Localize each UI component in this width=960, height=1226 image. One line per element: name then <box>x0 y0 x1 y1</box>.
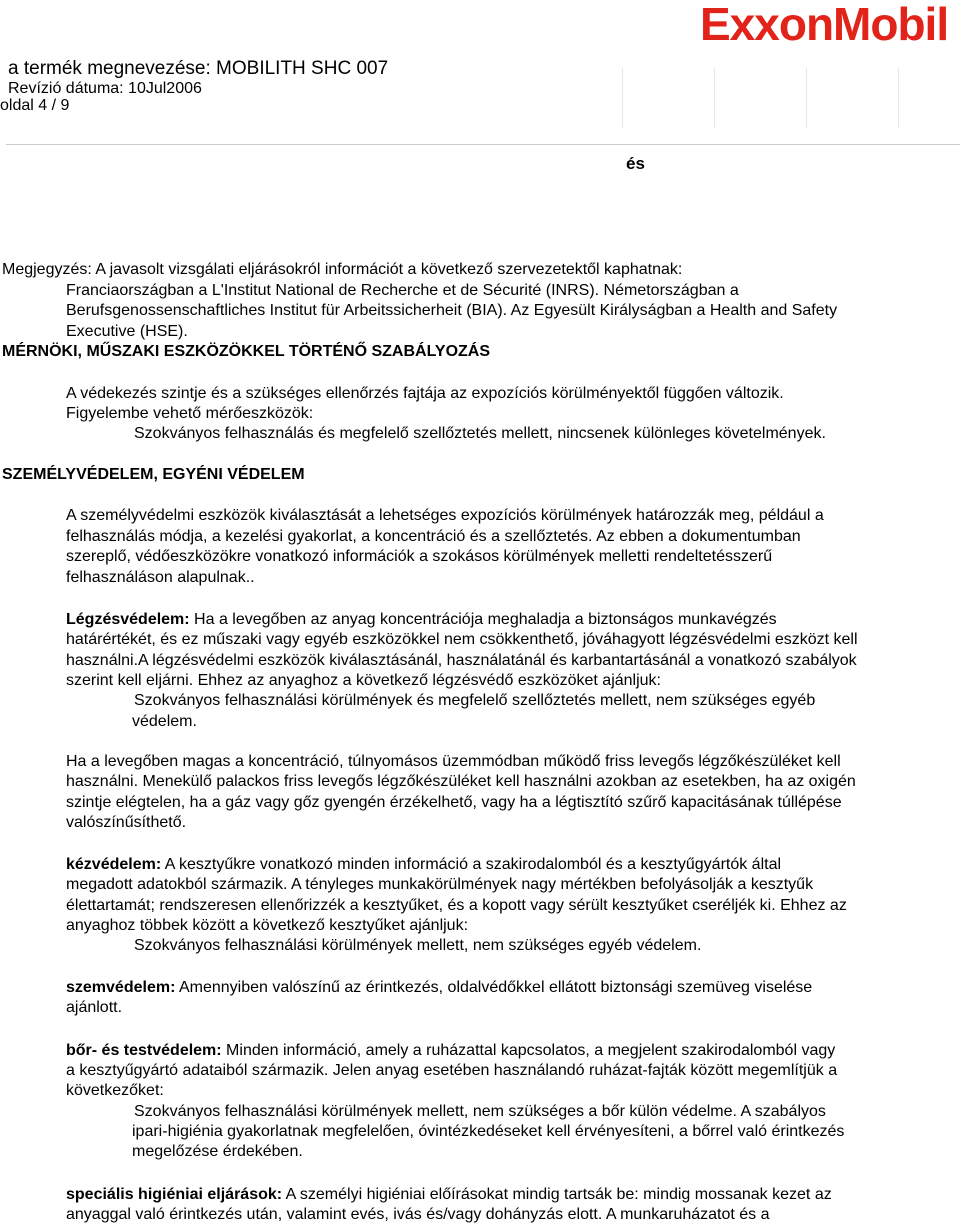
column-guide <box>806 68 807 128</box>
note-line: Berufsgenossenschaftliches Institut für Arbeitssicherheit (BIA). Az Egyesült Királyságban a Health and Safety <box>66 302 838 319</box>
hygiene-line: anyaggal való érintkezés után, valamint evés, ivás és/vagy dohányzás elott. A munkaruházatot és a <box>66 1206 770 1223</box>
note-line: Franciaországban a L'Institut National de Recherche et de Sécurité (INRS). Németországban a <box>66 282 739 299</box>
column-guide <box>714 68 715 128</box>
exxonmobil-logo: ExxonMobil <box>700 0 949 50</box>
respiratory-line: valószínűsíthető. <box>66 814 187 831</box>
respiratory-line: szintje elégtelen, ha a gáz vagy gőz gyengén érzékelhető, vagy ha a légtisztító szűrő kapacitásának túllépése <box>66 794 842 811</box>
respiratory-line: védelem. <box>132 713 197 730</box>
column-guide <box>898 68 899 128</box>
skin-line: Szokványos felhasználási körülmények mellett, nem szükséges a bőr külön védelme. A szabályos <box>134 1103 826 1120</box>
hand-line: Szokványos felhasználási körülmények mellett, nem szükséges egyéb védelem. <box>134 937 702 954</box>
respiratory-first-line: Légzésvédelem: Ha a levegőben az anyag koncentrációja meghaladja a biztonságos munkavégzés <box>66 611 777 628</box>
skin-line: megelőzése érdekében. <box>132 1143 303 1160</box>
engineering-line: Figyelembe vehető mérőeszközök: <box>66 405 314 422</box>
ppe-line: szereplő, védőeszközökre vonatkozó információk a szokásos körülmények melletti rendeltetésszerű <box>66 548 773 565</box>
page-number-line: oldal 4 / 9 <box>0 97 70 114</box>
note-line: Executive (HSE). <box>66 323 188 340</box>
respiratory-line: használni.A légzésvédelmi eszközök kiválasztásánál, használatánál és karbantartásánál a vonatkozó szabályok <box>66 652 857 669</box>
engineering-line: A védekezés szintje és a szükséges ellenőrzés fajtája az expozíciós körülményektől függően változik. <box>66 385 784 402</box>
top-table-word: és <box>626 154 645 173</box>
ppe-line: felhasználás módja, a kezelési gyakorlat, a koncentráció és a szellőztetés. Az ebben a dokumentumban <box>66 528 801 545</box>
respiratory-line: Szokványos felhasználási körülmények és megfelelő szellőztetés mellett, nem szükséges egyéb <box>134 692 816 709</box>
eye-label: szemvédelem: <box>66 979 176 996</box>
column-guide <box>622 68 623 128</box>
hygiene-label: speciális higiéniai eljárások: <box>66 1186 283 1203</box>
skin-first-line: bőr- és testvédelem: Minden információ, amely a ruházattal kapcsolatos, a megjelent szakirodalomból vagy <box>66 1042 836 1059</box>
product-name-line: a termék megnevezése: MOBILITH SHC 007 <box>8 58 389 79</box>
eye-first-line: szemvédelem: Amennyiben valószínű az érintkezés, oldalvédőkkel ellátott biztonsági szemüveg viselése <box>66 979 813 996</box>
engineering-controls-heading: MÉRNÖKI, MŰSZAKI ESZKÖZÖKKEL TÖRTÉNŐ SZABÁLYOZÁS <box>2 343 491 360</box>
hand-line: megadott adatokból származik. A tényleges munkakörülmények nagy mértékben befolyásolják a kesztyűk <box>66 876 814 893</box>
hand-first-line: kézvédelem: A kesztyűkre vonatkozó minden információ a szakirodalomból és a kesztyűgyártók által <box>66 856 782 873</box>
skin-line: ipari-higiénia gyakorlatnak megfelelően, óvintézkedéseket kell érvényesíteni, a bőrrel való érintkezés <box>132 1123 845 1140</box>
hand-line: anyaghoz többek között a következő kesztyűket ajánljuk: <box>66 917 469 934</box>
hygiene-first-line: speciális higiéniai eljárások: A személyi higiéniai előírásokat mindig tartsák be: mindig mossanak kezet az <box>66 1186 832 1203</box>
hand-line: élettartamát; rendszeresen ellenőrizzék a kesztyűket, és a kopott vagy sérült kesztyűket cseréljék ki. Ehhez az <box>66 897 847 914</box>
eye-line: ajánlott. <box>66 999 123 1016</box>
respiratory-line: szerint kell eljárni. Ehhez az anyaghoz a következő légzésvédő eszközöket ajánljuk: <box>66 672 661 689</box>
respiratory-line: határértékét, és ez műszaki vagy egyéb eszközökkel nem csökkenthető, jóváhagyott légzésvédelmi eszközt kell <box>66 631 858 648</box>
skin-label: bőr- és testvédelem: <box>66 1042 222 1059</box>
engineering-line: Szokványos felhasználás és megfelelő szellőztetés mellett, nincsenek különleges követelmények. <box>134 425 826 442</box>
respiratory-label: Légzésvédelem: <box>66 611 190 628</box>
header-divider <box>6 144 960 145</box>
respiratory-line: Ha a levegőben magas a koncentráció, túlnyomásos üzemmódban működő friss levegős légzőkészüléket kell <box>66 753 841 770</box>
skin-line: a kesztyűgyártó adataiból származik. Jelen anyag esetében használandó ruházat-fajták között megemlítjük a <box>66 1062 838 1079</box>
ppe-line: A személyvédelmi eszközök kiválasztását a lehetséges expozíciós körülmények határozzák meg, például a <box>66 507 824 524</box>
skin-line: következőket: <box>66 1082 164 1099</box>
hand-label: kézvédelem: <box>66 856 162 873</box>
respiratory-line: használni. Menekülő palackos friss levegős légzőkészüléket kell használni azokban az esetekben, ha az oxigén <box>66 773 856 790</box>
revision-date-line: Revízió dátuma: 10Jul2006 <box>8 80 202 97</box>
ppe-line: felhasználáson alapulnak.. <box>66 569 255 586</box>
ppe-heading: SZEMÉLYVÉDELEM, EGYÉNI VÉDELEM <box>2 466 305 483</box>
note-line: Megjegyzés: A javasolt vizsgálati eljárásokról információt a következő szervezetektől kaphatnak: <box>2 261 683 278</box>
